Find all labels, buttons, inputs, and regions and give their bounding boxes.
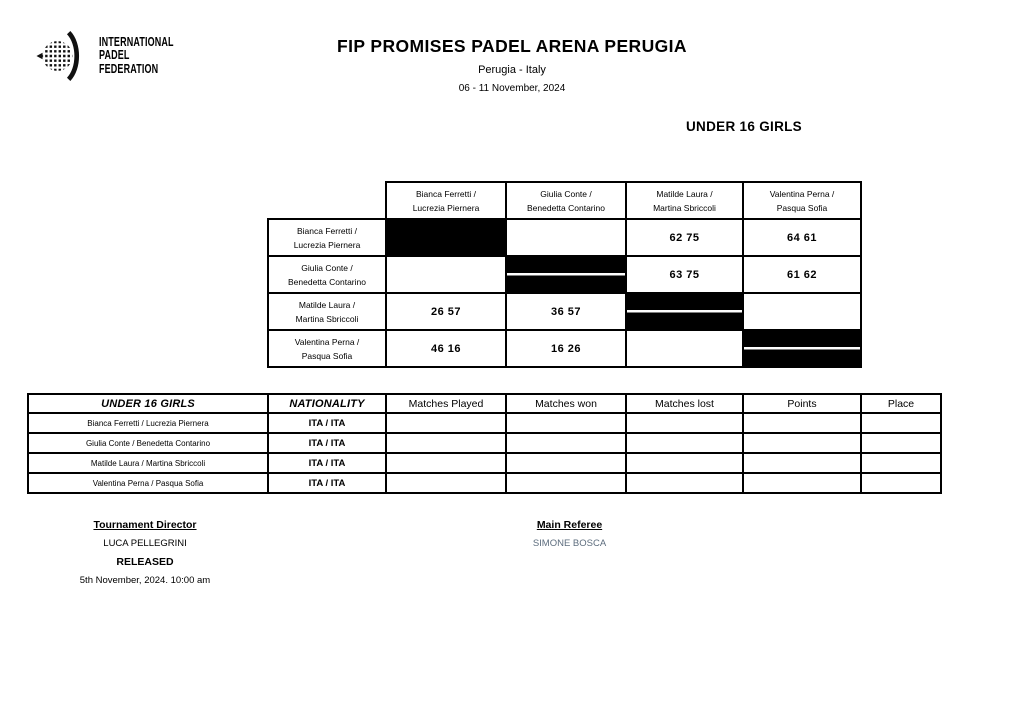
team-name-line: Lucrezia Piernera: [293, 239, 361, 250]
empty-cell: [626, 473, 743, 493]
matrix-score-cell: [506, 219, 626, 256]
team-name-line: Pasqua Sofia: [301, 350, 353, 361]
page-title: FIP PROMISES PADEL ARENA PERUGIA: [337, 36, 687, 56]
empty-cell: [506, 413, 626, 433]
matrix-score-cell: 62 75: [626, 219, 743, 256]
logo-line-1: INTERNATIONAL: [99, 34, 174, 49]
team-name-line: Lucrezia Piernera: [412, 202, 480, 213]
matrix-col-header-team-4: [743, 182, 861, 219]
matrix-score-cell: [386, 256, 506, 293]
standings-table: [27, 393, 942, 494]
standings-header-category: UNDER 16 GIRLS: [28, 394, 268, 413]
event-dates: 06 - 11 November, 2024: [458, 83, 566, 94]
event-location: Perugia - Italy: [478, 64, 546, 76]
empty-cell: [506, 473, 626, 493]
standings-header-matches-lost: Matches lost: [626, 394, 743, 413]
standings-header-place: Place: [861, 394, 941, 413]
logo-line-3: FEDERATION: [99, 61, 159, 76]
matrix-col-header-team-2: [506, 182, 626, 219]
tournament-director-name: LUCA PELLEGRINI: [103, 538, 187, 549]
matrix-score-cell: 36 57: [506, 293, 626, 330]
nationality-cell: ITA / ITA: [268, 413, 386, 433]
team-name-line: Bianca Ferretti /: [297, 225, 357, 236]
matrix-score-cell: 26 57: [386, 293, 506, 330]
standings-row-team-1: [28, 413, 941, 433]
empty-cell: [506, 433, 626, 453]
matrix-self-cell: [386, 219, 506, 256]
empty-cell: [861, 473, 941, 493]
tournament-director-label: Tournament Director: [93, 519, 197, 531]
matrix-score-cell: 61 62: [743, 256, 861, 293]
team-name-line: Giulia Conte /: [540, 188, 592, 199]
matrix-score-cell: 46 16: [386, 330, 506, 367]
empty-cell: [861, 413, 941, 433]
matrix-row-team-4: [268, 330, 861, 367]
matrix-col-header-team-1: [386, 182, 506, 219]
nationality-cell: ITA / ITA: [268, 433, 386, 453]
team-name-cell: Valentina Perna / Pasqua Sofia: [28, 473, 268, 493]
matrix-row-team-1: [268, 219, 861, 256]
released-date: 5th November, 2024. 10:00 am: [79, 575, 211, 586]
team-name-line: Matilde Laura /: [656, 188, 713, 199]
standings-header-matches-played: Matches Played: [386, 394, 506, 413]
team-name-line: Giulia Conte /: [301, 262, 353, 273]
nationality-cell: ITA / ITA: [268, 473, 386, 493]
matrix-score-cell: 63 75: [626, 256, 743, 293]
standings-header-points: Points: [743, 394, 861, 413]
matrix-col-header-team-3: [626, 182, 743, 219]
team-name-line: Martina Sbriccoli: [653, 202, 716, 213]
team-name-cell: Bianca Ferretti / Lucrezia Piernera: [28, 413, 268, 433]
team-name-cell: Giulia Conte / Benedetta Contarino: [28, 433, 268, 453]
matrix-row-team-3: [268, 293, 861, 330]
main-referee-block: [487, 519, 652, 556]
standings-header-row: [28, 394, 941, 413]
team-name-line: Benedetta Contarino: [288, 276, 366, 287]
released-label: RELEASED: [116, 556, 174, 568]
empty-cell: [386, 453, 506, 473]
team-name-cell: Matilde Laura / Martina Sbriccoli: [28, 453, 268, 473]
standings-row-team-4: [28, 473, 941, 493]
empty-cell: [386, 413, 506, 433]
team-name-line: Bianca Ferretti /: [416, 188, 476, 199]
logo-line-2: PADEL: [99, 48, 130, 63]
team-name-line: Martina Sbriccoli: [295, 313, 359, 324]
empty-cell: [626, 413, 743, 433]
empty-cell: [743, 473, 861, 493]
matrix-header-row: [268, 182, 861, 219]
empty-cell: [626, 453, 743, 473]
matrix-corner-blank: [268, 182, 386, 219]
empty-cell: [861, 433, 941, 453]
standings-row-team-2: [28, 433, 941, 453]
matrix-self-cell: [626, 293, 743, 330]
empty-cell: [743, 413, 861, 433]
empty-cell: [386, 473, 506, 493]
main-referee-name: SIMONE BOSCA: [532, 538, 607, 549]
empty-cell: [506, 453, 626, 473]
matrix-row-header-team-4: [268, 330, 386, 367]
empty-cell: [386, 433, 506, 453]
matrix-row-header-team-3: [268, 293, 386, 330]
nationality-cell: ITA / ITA: [268, 453, 386, 473]
team-name-line: Pasqua Sofia: [776, 202, 828, 213]
matrix-score-cell: 64 61: [743, 219, 861, 256]
matrix-self-cell: [743, 330, 861, 367]
matrix-row-header-team-2: [268, 256, 386, 293]
tournament-director-block: [45, 519, 245, 586]
matrix-score-cell: [626, 330, 743, 367]
empty-cell: [743, 453, 861, 473]
standings-row-team-3: [28, 453, 941, 473]
matrix-score-cell: 16 26: [506, 330, 626, 367]
category-heading: UNDER 16 GIRLS: [686, 119, 802, 134]
team-name-line: Benedetta Contarino: [527, 202, 605, 213]
matrix-row-header-team-1: [268, 219, 386, 256]
standings-header-nationality: NATIONALITY: [268, 394, 386, 413]
main-referee-label: Main Referee: [536, 519, 603, 531]
empty-cell: [743, 433, 861, 453]
matrix-row-team-2: [268, 256, 861, 293]
empty-cell: [861, 453, 941, 473]
team-name-line: Matilde Laura /: [298, 299, 356, 310]
empty-cell: [626, 433, 743, 453]
round-robin-table: [267, 181, 862, 368]
matrix-self-cell: [506, 256, 626, 293]
team-name-line: Valentina Perna /: [769, 188, 835, 199]
matrix-score-cell: [743, 293, 861, 330]
team-name-line: Valentina Perna /: [294, 336, 360, 347]
standings-header-matches-won: Matches won: [506, 394, 626, 413]
